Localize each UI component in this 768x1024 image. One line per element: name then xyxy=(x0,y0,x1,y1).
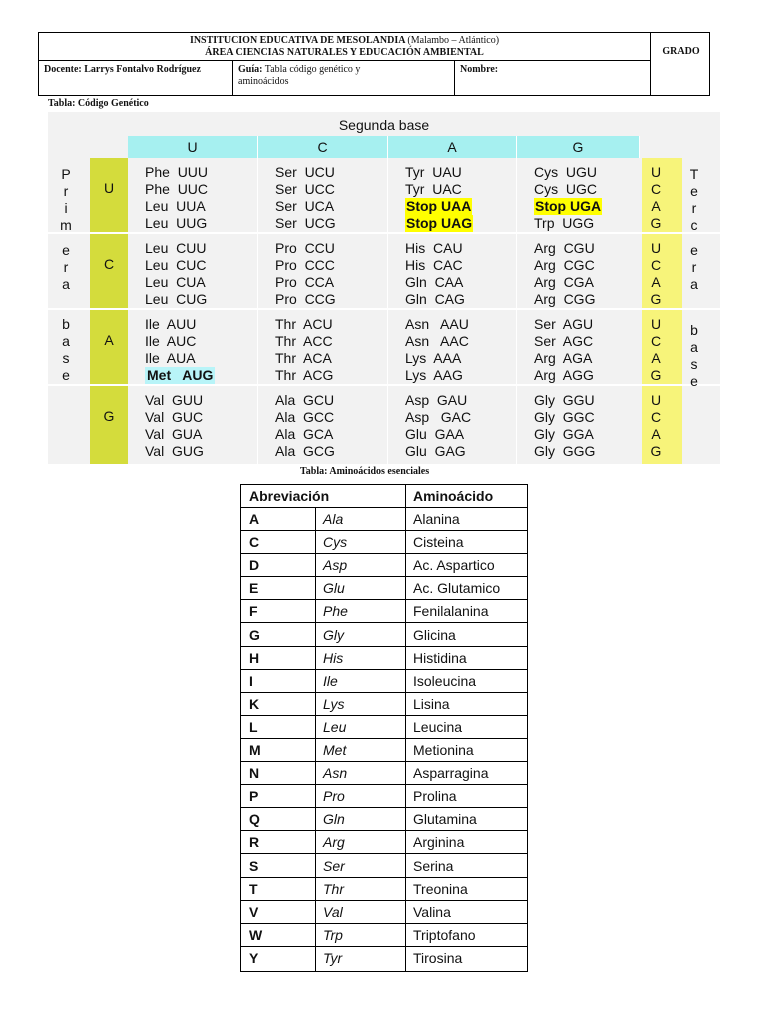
codon-entry: Leu CUG xyxy=(145,291,208,307)
amino-row xyxy=(241,924,527,947)
amino-table-title: Tabla: Aminoácidos esenciales xyxy=(300,466,430,477)
primera-base-letter: e xyxy=(62,367,70,383)
row-divider xyxy=(48,384,720,386)
third-base-a: A xyxy=(651,426,661,442)
amino-abbreviation: Met xyxy=(323,742,347,758)
amino-abbreviation: Gln xyxy=(323,811,345,828)
tercera-base-letter: e xyxy=(690,183,698,199)
docente-label: Docente: xyxy=(44,64,82,75)
codon-entry: Ala GCA xyxy=(275,426,334,442)
codon-entry: Ile AUU xyxy=(145,316,197,332)
tercera-base-letter: e xyxy=(690,242,698,258)
amino-letter: L xyxy=(249,718,258,735)
column-divider xyxy=(387,136,388,464)
second-base-a: A xyxy=(388,136,517,158)
primera-base-letter: b xyxy=(62,316,70,332)
docente-cell xyxy=(39,61,233,95)
area-name: ÁREA CIENCIAS NATURALES Y EDUCACIÓN AMBIENTAL xyxy=(205,47,484,58)
guia-cell xyxy=(233,61,455,95)
codon-entry: Asn AAC xyxy=(405,333,469,349)
codon-entry: His CAU xyxy=(405,240,463,256)
amino-name: Ac. Glutamico xyxy=(413,580,501,597)
amino-name: Treonina xyxy=(413,880,468,897)
amino-letter: Q xyxy=(249,811,260,828)
tercera-base-letter: c xyxy=(690,217,698,233)
amino-letter: T xyxy=(249,880,258,897)
primera-base-letter: P xyxy=(61,166,71,182)
codon-entry: Trp UGG xyxy=(534,215,595,231)
primera-base-letter: e xyxy=(62,242,70,258)
amino-letter: A xyxy=(249,511,260,527)
primera-base-letter: i xyxy=(64,200,68,216)
third-base-a: A xyxy=(651,198,661,214)
amino-letter: M xyxy=(249,742,261,758)
amino-row xyxy=(241,647,527,670)
amino-abbreviation: Tyr xyxy=(323,949,343,966)
amino-name: Fenilalanina xyxy=(413,603,489,620)
codon-entry: Arg CGG xyxy=(534,291,596,307)
amino-row xyxy=(241,577,527,600)
codon-entry: Leu CUC xyxy=(145,257,207,273)
amino-name: Alanina xyxy=(413,511,460,527)
codon-entry: Cys UGU xyxy=(534,164,597,180)
amino-row xyxy=(241,670,527,693)
codon-entry: Leu CUA xyxy=(145,274,206,290)
codon-entry: Asp GAU xyxy=(405,392,468,408)
amino-abbreviation: Glu xyxy=(323,580,345,597)
third-base-u: U xyxy=(650,392,662,408)
primera-base-letter: r xyxy=(63,183,69,199)
amino-abbreviation: Thr xyxy=(323,880,344,897)
codon-entry: Ile AUC xyxy=(145,333,197,349)
column-divider xyxy=(257,136,258,464)
amino-row xyxy=(241,831,527,854)
codon-entry: Gln CAG xyxy=(405,291,465,307)
amino-abbreviation: Arg xyxy=(323,834,345,851)
amino-row xyxy=(241,600,527,623)
amino-abbreviation: Ala xyxy=(323,511,344,527)
primera-base-letter: r xyxy=(63,259,69,275)
amino-abbreviation: Asp xyxy=(323,557,348,574)
stop-codon: Stop UAA xyxy=(406,198,472,214)
primera-base-letter: m xyxy=(60,217,72,233)
codon-entry: Gly GGA xyxy=(534,426,594,442)
codon-entry: Ser UCU xyxy=(275,164,335,180)
tercera-base-letter: a xyxy=(690,276,698,292)
grado-label: GRADO xyxy=(662,46,700,57)
amino-letter: F xyxy=(249,603,258,620)
amino-row xyxy=(241,554,527,577)
guia-value-line1: Tabla código genético y xyxy=(264,64,361,75)
first-base-u: U xyxy=(103,180,115,196)
second-base-label: Segunda base xyxy=(338,117,430,133)
amino-name: Serina xyxy=(413,857,454,874)
codon-entry: Arg CGA xyxy=(534,274,594,290)
amino-table-header xyxy=(241,485,527,508)
amino-name: Tirosina xyxy=(413,949,463,966)
amino-abbreviation: Ile xyxy=(323,672,338,689)
third-base-g: G xyxy=(650,367,662,383)
codon-entry: Ile AUA xyxy=(145,350,196,366)
amino-name: Asparragina xyxy=(413,765,489,782)
amino-letter: I xyxy=(249,672,253,689)
codon-entry: Glu GAA xyxy=(405,426,465,442)
codon-entry: His CAC xyxy=(405,257,463,273)
codon-entry: Arg CGC xyxy=(534,257,595,273)
codon-entry: Arg AGA xyxy=(534,350,593,366)
amino-row xyxy=(241,808,527,831)
codon-entry: Pro CCC xyxy=(275,257,335,273)
codon-entry: Thr ACG xyxy=(275,367,334,383)
codon-entry: Lys AAA xyxy=(405,350,462,366)
codon-entry: Arg AGG xyxy=(534,367,594,383)
amino-letter: N xyxy=(249,765,260,782)
genetic-code-table xyxy=(48,112,720,464)
amino-name: Histidina xyxy=(413,649,467,666)
codon-entry: Asp GAC xyxy=(405,409,472,425)
header-amino-acid: Aminoácido xyxy=(413,488,494,504)
amino-name: Lisina xyxy=(413,695,450,712)
second-base-g: G xyxy=(517,136,640,158)
amino-abbreviation: Val xyxy=(323,903,343,920)
codon-entry: Gly GGG xyxy=(534,443,596,459)
codon-entry: Leu CUU xyxy=(145,240,207,256)
codon-entry: Pro CCG xyxy=(275,291,336,307)
codon-entry: Val GUU xyxy=(145,392,204,408)
codon-entry: Thr ACC xyxy=(275,333,333,349)
amino-row xyxy=(241,739,527,762)
codon-entry: Gly GGU xyxy=(534,392,595,408)
start-codon: Met AUG xyxy=(147,367,214,383)
institution-location: (Malambo – Atlántico) xyxy=(407,35,500,46)
codon-entry: Val GUG xyxy=(145,443,204,459)
primera-base-letter: s xyxy=(62,350,70,366)
amino-name: Cisteina xyxy=(413,534,464,551)
amino-abbreviation: Phe xyxy=(323,603,348,620)
amino-name: Glicina xyxy=(413,626,456,643)
amino-abbreviation: Leu xyxy=(323,718,347,735)
amino-name: Leucina xyxy=(413,718,463,735)
guia-label: Guía: xyxy=(238,64,263,75)
codon-entry: Gln CAA xyxy=(405,274,464,290)
amino-letter: S xyxy=(249,857,259,874)
nombre-label: Nombre: xyxy=(460,64,499,75)
amino-abbreviation: Cys xyxy=(323,534,348,551)
amino-abbreviation: Trp xyxy=(323,926,343,943)
amino-row xyxy=(241,901,527,924)
amino-abbreviation: Gly xyxy=(323,626,344,643)
first-base-a: A xyxy=(104,332,114,348)
codon-entry: Ser UCC xyxy=(275,181,335,197)
tercera-base-letter: e xyxy=(690,373,698,389)
codon-entry: Ser UCA xyxy=(275,198,335,214)
third-base-c: C xyxy=(650,181,662,197)
codon-entry: Ala GCC xyxy=(275,409,335,425)
row-divider xyxy=(48,232,720,234)
codon-entry: Gly GGC xyxy=(534,409,595,425)
codon-entry: Pro CCU xyxy=(275,240,335,256)
first-base-c: C xyxy=(103,256,115,272)
codon-entry: Leu UUG xyxy=(145,215,208,231)
codon-entry: Thr ACU xyxy=(275,316,333,332)
codon-entry: Phe UUU xyxy=(145,164,209,180)
amino-row xyxy=(241,531,527,554)
codon-entry: Ser UCG xyxy=(275,215,336,231)
amino-letter: D xyxy=(249,557,260,574)
amino-abbreviation: Pro xyxy=(323,788,345,805)
amino-name: Prolina xyxy=(413,788,457,805)
column-divider xyxy=(516,136,517,464)
codon-entry: Arg CGU xyxy=(534,240,595,256)
second-base-c: C xyxy=(258,136,388,158)
amino-letter: H xyxy=(249,649,260,666)
third-base-u: U xyxy=(650,164,662,180)
amino-letter: P xyxy=(249,788,259,805)
institution-name: INSTITUCION EDUCATIVA DE MESOLANDIA xyxy=(189,35,405,46)
third-base-c: C xyxy=(650,333,662,349)
header-abbreviation: Abreviación xyxy=(249,488,330,504)
tercera-base-letter: s xyxy=(690,356,698,372)
third-base-c: C xyxy=(650,409,662,425)
amino-abbreviation: His xyxy=(323,649,344,666)
codon-entry: Thr ACA xyxy=(275,350,332,366)
nombre-cell xyxy=(455,61,651,95)
primera-base-letter: a xyxy=(62,333,70,349)
codon-entry: Ala GCG xyxy=(275,443,335,459)
amino-letter: V xyxy=(249,903,259,920)
codon-entry: Val GUA xyxy=(145,426,203,442)
amino-name: Glutamina xyxy=(413,811,477,828)
amino-abbreviation: Ser xyxy=(323,857,345,874)
tercera-base-letter: a xyxy=(690,339,698,355)
amino-name: Isoleucina xyxy=(413,672,477,689)
tercera-base-letter: b xyxy=(690,322,698,338)
amino-letter: W xyxy=(249,926,263,943)
amino-letter: E xyxy=(249,580,259,597)
tercera-base-letter: r xyxy=(691,259,697,275)
third-base-a: A xyxy=(651,274,661,290)
codon-entry: Ser AGU xyxy=(534,316,594,332)
codon-entry: Tyr UAC xyxy=(405,181,462,197)
third-base-g: G xyxy=(650,443,662,459)
codon-entry: Asn AAU xyxy=(405,316,469,332)
amino-letter: Y xyxy=(249,949,259,966)
amino-name: Ac. Aspartico xyxy=(413,557,495,574)
amino-acids-table xyxy=(240,484,528,972)
document-header xyxy=(38,32,710,96)
first-base-g: G xyxy=(103,408,115,424)
amino-row xyxy=(241,693,527,716)
codon-entry: Val GUC xyxy=(145,409,204,425)
guia-value-line2: aminoácidos xyxy=(238,76,289,87)
codon-entry: Ser AGC xyxy=(534,333,594,349)
third-base-a: A xyxy=(651,350,661,366)
second-base-u: U xyxy=(128,136,258,158)
stop-codon: Stop UGA xyxy=(535,198,602,214)
amino-letter: K xyxy=(249,695,260,712)
amino-name: Valina xyxy=(413,903,451,920)
codon-entry: Glu GAG xyxy=(405,443,466,459)
third-base-u: U xyxy=(650,240,662,256)
primera-base-letter: a xyxy=(62,276,70,292)
codon-entry: Ala GCU xyxy=(275,392,335,408)
amino-name: Arginina xyxy=(413,834,465,851)
amino-row xyxy=(241,508,527,531)
amino-name: Metionina xyxy=(413,742,474,758)
amino-row xyxy=(241,762,527,785)
codon-entry: Tyr UAU xyxy=(405,164,462,180)
header-title-block xyxy=(39,33,651,61)
amino-letter: R xyxy=(249,834,260,851)
amino-row xyxy=(241,855,527,878)
amino-abbreviation: Lys xyxy=(323,695,345,712)
stop-codon: Stop UAG xyxy=(406,215,473,231)
genetic-table-title: Tabla: Código Genético xyxy=(48,98,149,109)
codon-entry: Pro CCA xyxy=(275,274,335,290)
third-base-u: U xyxy=(650,316,662,332)
amino-row xyxy=(241,878,527,901)
amino-abbreviation: Asn xyxy=(323,765,348,782)
amino-letter: G xyxy=(249,626,260,643)
codon-entry: Cys UGC xyxy=(534,181,597,197)
amino-letter: C xyxy=(249,534,260,551)
tercera-base-letter: T xyxy=(689,166,699,182)
third-base-c: C xyxy=(650,257,662,273)
amino-name: Triptofano xyxy=(413,926,476,943)
amino-row xyxy=(241,785,527,808)
amino-row xyxy=(241,624,527,647)
third-base-g: G xyxy=(650,215,662,231)
third-base-g: G xyxy=(650,291,662,307)
codon-entry: Lys AAG xyxy=(405,367,463,383)
row-divider xyxy=(48,308,720,310)
codon-entry: Phe UUC xyxy=(145,181,209,197)
amino-row xyxy=(241,716,527,739)
tercera-base-letter: r xyxy=(691,200,697,216)
docente-value: Larrys Fontalvo Rodríguez xyxy=(84,64,201,75)
amino-row xyxy=(241,947,527,970)
codon-entry: Leu UUA xyxy=(145,198,206,214)
